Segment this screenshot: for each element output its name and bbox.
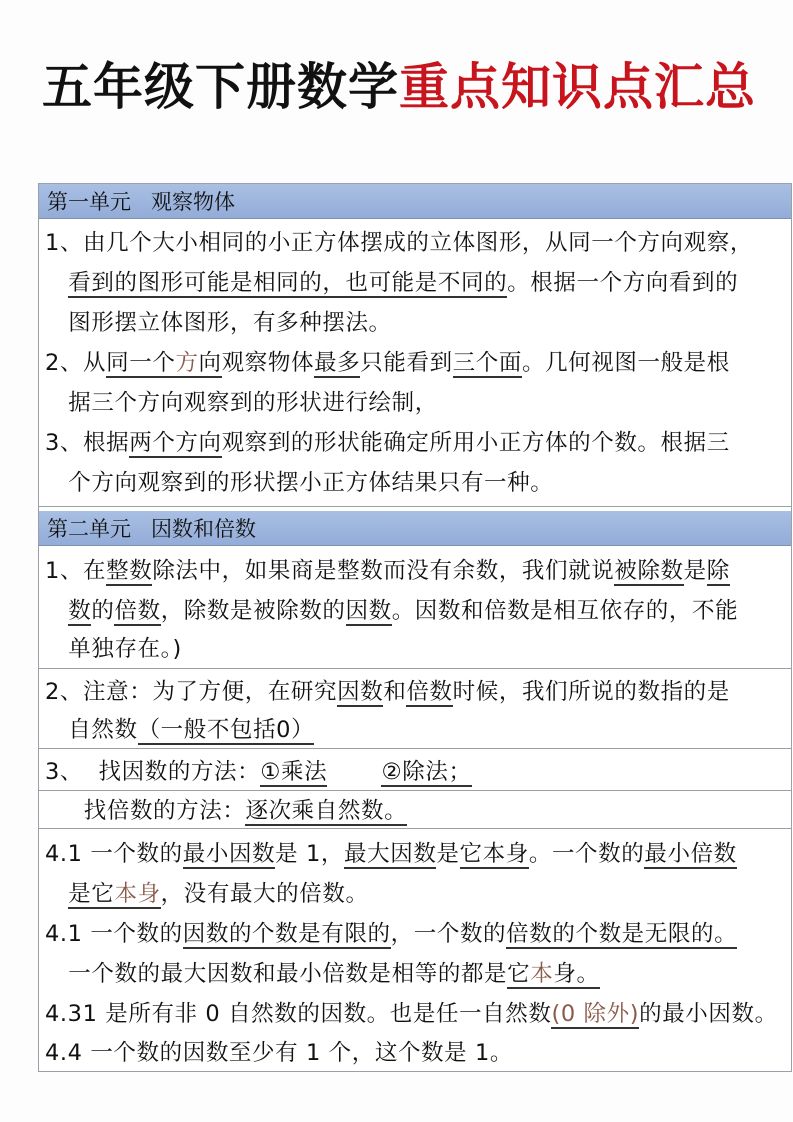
text-segment: 。一个数的 <box>528 841 645 867</box>
text-segment: 观察到的形状能确定所用小正方体的个数。根据三 <box>221 430 730 456</box>
underlined-key-point: 是它 <box>68 881 115 907</box>
text-line <box>45 919 737 949</box>
text-line <box>45 879 369 909</box>
underlined-key-point: 三个面 <box>452 350 522 376</box>
underlined-key-point: 因数的个数是有限的 <box>182 921 391 947</box>
title-red: 重点知识点汇总 <box>399 58 756 116</box>
text-segment: 1、由几个大小相同的小正方体摆成的立体图形，从同一个方向观察， <box>45 230 753 256</box>
text-segment: ，没有最大的倍数。 <box>160 881 369 907</box>
content-row <box>39 218 791 507</box>
text-line <box>45 468 553 498</box>
text-line <box>45 428 730 458</box>
text-segment <box>327 759 381 785</box>
text-line <box>45 757 472 787</box>
underlined-key-point: 两个方向 <box>129 430 222 456</box>
text-line <box>45 308 392 338</box>
underlined-key-point: 被除数 <box>614 558 684 584</box>
text-segment: 1、在 <box>45 558 107 584</box>
text-segment: 据三个方向观察到的形状进行绘制， <box>45 390 438 416</box>
underlined-key-point: 同一个 <box>106 350 176 376</box>
underlined-key-point: 整数 <box>106 558 153 584</box>
text-segment: 。根据一个方向看到的 <box>507 270 739 296</box>
underlined-key-point: 倍数的个数是无限的。 <box>506 921 738 947</box>
text-segment: 时候，我们所说的数指的是 <box>452 679 730 705</box>
text-segment: 自然数 <box>45 717 138 743</box>
text-segment: 的最小因数。 <box>639 1001 778 1027</box>
text-line <box>45 596 738 626</box>
underlined-key-point: 它本身 <box>459 841 529 867</box>
underlined-key-point: 身。 <box>553 961 600 987</box>
underlined-key-point: 向 <box>198 350 222 376</box>
text-segment <box>45 881 68 907</box>
text-line <box>45 715 314 745</box>
text-segment: 3、根据 <box>45 430 130 456</box>
text-segment: 4.1 一个数的 <box>45 921 183 947</box>
text-segment: 除法中，如果商是整数而没有余数，我们就说 <box>152 558 615 584</box>
underlined-key-point: 看到的图形可能是相同的，也可能是不同的 <box>68 270 508 296</box>
underlined-key-point: 因数 <box>345 598 392 624</box>
underlined-key-point: ②除法； <box>381 759 472 785</box>
text-segment: 是 <box>683 558 707 584</box>
text-segment: ，一个数的 <box>390 921 507 947</box>
text-line <box>45 556 730 586</box>
text-line <box>45 388 438 418</box>
underlined-key-point: 最小倍数 <box>644 841 737 867</box>
text-line <box>45 999 778 1029</box>
text-segment: 图形摆立体图形，有多种摆法。 <box>45 310 392 336</box>
text-line <box>45 959 600 989</box>
text-segment: 2、注意：为了方便，在研究 <box>45 679 338 705</box>
text-segment: 和 <box>383 679 407 705</box>
text-line <box>45 228 753 258</box>
page-title <box>42 52 756 122</box>
underlined-key-point: 除 <box>706 558 730 584</box>
text-segment: 4.4 一个数的因数至少有 1 个，这个数是 1。 <box>45 1040 514 1066</box>
underlined-key-point: 最大因数 <box>344 841 437 867</box>
text-line <box>45 839 737 869</box>
section-header: 第二单元 因数和倍数 <box>39 511 791 546</box>
text-line <box>45 268 738 298</box>
text-segment: 2、从 <box>45 350 107 376</box>
text-segment: ，除数是被除数的 <box>160 598 346 624</box>
text-segment: 单独存在。) <box>45 636 182 662</box>
underlined-key-point: 方 <box>175 350 199 376</box>
underlined-key-point: 本身 <box>114 881 161 907</box>
text-segment <box>45 598 68 624</box>
text-line <box>45 634 182 664</box>
text-segment: 找倍数的方法： <box>45 798 246 824</box>
content-row <box>39 668 791 749</box>
underlined-key-point: 逐次乘自然数。 <box>245 798 408 824</box>
underlined-key-point: 因数 <box>337 679 384 705</box>
text-segment: 只能看到 <box>360 350 453 376</box>
underlined-key-point: (0 除外) <box>551 1001 640 1027</box>
underlined-key-point: 它 <box>507 961 531 987</box>
underlined-key-point: 倍数 <box>406 679 453 705</box>
text-line <box>45 796 407 826</box>
text-segment: 4.31 是所有非 0 自然数的因数。也是任一自然数 <box>45 1001 552 1027</box>
content-row <box>39 790 791 829</box>
text-segment: 的 <box>91 598 115 624</box>
text-line <box>45 677 730 707</box>
content-row <box>39 828 791 1071</box>
text-segment: 4.1 一个数的 <box>45 841 183 867</box>
text-segment: 观察物体 <box>221 350 315 376</box>
underlined-key-point: 本 <box>530 961 554 987</box>
underlined-key-point: 数 <box>68 598 92 624</box>
text-line <box>45 348 730 378</box>
section-header: 第一单元 观察物体 <box>39 184 791 219</box>
underlined-key-point: 最小因数 <box>182 841 276 867</box>
text-segment: 个方向观察到的形状摆小正方体结果只有一种。 <box>45 470 554 496</box>
content-row <box>39 545 791 669</box>
underlined-key-point: 最多 <box>314 350 361 376</box>
text-segment: 。几何视图一般是根 <box>521 350 730 376</box>
text-segment: 是 1， <box>275 841 345 867</box>
knowledge-sheet <box>38 183 792 1072</box>
text-segment: 3、 找因数的方法： <box>45 759 261 785</box>
text-segment: 。因数和倍数是相互依存的，不能 <box>391 598 739 624</box>
text-segment <box>45 270 68 296</box>
underlined-key-point: （一般不包括0） <box>137 717 315 743</box>
underlined-key-point: ①乘法 <box>260 759 328 785</box>
text-segment: 一个数的最大因数和最小倍数是相等的都是 <box>45 961 508 987</box>
text-segment: 是 <box>436 841 460 867</box>
text-line <box>45 1038 513 1068</box>
underlined-key-point: 倍数 <box>114 598 161 624</box>
title-black: 五年级下册数学 <box>42 58 399 116</box>
content-row <box>39 748 791 791</box>
